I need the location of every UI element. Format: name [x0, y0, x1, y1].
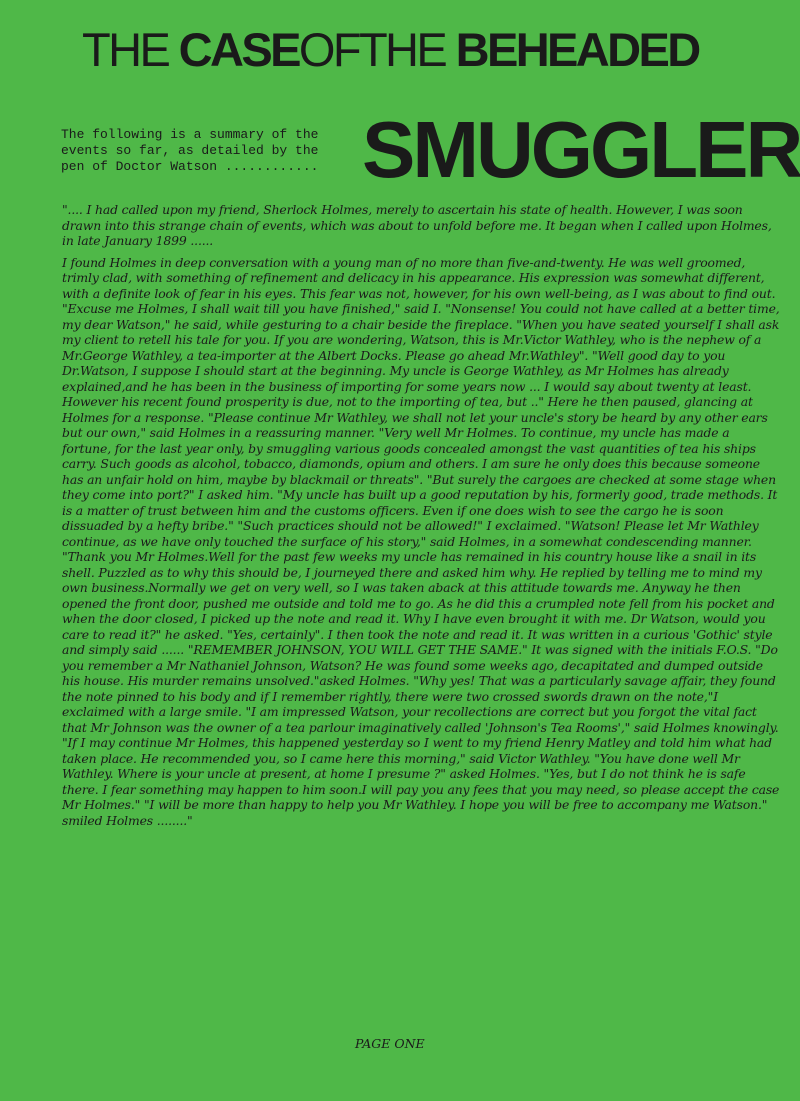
story-body: [62, 202, 780, 834]
page-title: [82, 23, 699, 76]
title-word-of-the: OFTHE: [298, 23, 456, 76]
title-smuggler: SMUGGLER: [362, 105, 800, 194]
story-paragraph-2: I found Holmes in deep conversation with a young man of no more than five-and-twenty. He was well groomed, trimly clad, with something of refinement and delicacy in his appearance. His expression was somewhat different, with a definite look of fear in his eyes. This fear was not, however, for his own well-being, as I was about to find out. "Excuse me Holmes, I shall wait till you have finished," said I. "Nonsense! You could not have called at a better time, my dear Watson," he said, while gesturing to a chair beside the fireplace. "When you have seated yourself I shall ask my client to retell his tale for you. If you are wondering, Watson, this is Mr.Victor Wathley, who is the nephew of a Mr.George Wathley, a tea-importer at the Albert Docks. Please go ahead Mr.Wathley". "Well good day to you Dr.Watson, I suppose I should start at the beginning. My uncle is George Wathley, as Mr Holmes has already explained,and he has been in the business of importing for some years now ... I would say about twenty at least. However his recent found prosperity is due, not to the importing of tea, but .." Here he then paused, glancing at Holmes for a response. "Please continue Mr Wathley, we shall not let your uncle's story be heard by any other ears but our own," said Holmes in a reassuring manner. "Very well Mr Holmes. To continue, my uncle has made a fortune, for the last year only, by smuggling various goods concealed amongst the vast quantities of tea his ships carry. Such goods as alcohol, tobacco, diamonds, opium and others. I am sure he only does this because someone has an unfair hold on him, maybe by blackmail or threats". "But surely the cargoes are checked at some stage when they come into port?" I asked him. "My uncle has built up a good reputation by his, formerly good, trade methods. It is a matter of trust between him and the customs officers. Even if one does wish to see the cargo he is soon dissuaded by a hefty bribe." "Such practices should not be allowed!" I exclaimed. "Watson! Please let Mr Wathley continue, as we have only touched the surface of his story," said Holmes, in a somewhat condescending manner. "Thank you Mr Holmes.Well for the past few weeks my uncle has remained in his country house like a snail in its shell. Puzzled as to why this should be, I journeyed there and asked him why. He replied by telling me to mind my own business.Normally we get on very well, so I was taken aback at this attitude towards me. Anyway he then opened the front door, pushed me outside and told me to go. As he did this a crumpled note fell from his pocket and when the door closed, I picked up the note and read it. Why I have even brought it with me. Dr Watson, would you care to read it?" he asked. "Yes, certainly". I then took the note and read it. It was written in a curious 'Gothic' style and simply said ...... "REMEMBER JOHNSON, YOU WILL GET THE SAME." It was signed with the initials F.O.S. "Do you remember a Mr Nathaniel Johnson, Watson? He was found some weeks ago, decapitated and dumped outside his house. His murder remains unsolved."asked Holmes. "Why yes! That was a particularly savage affair, they found the note pinned to his body and if I remember rightly, there were two crossed swords drawn on the note,"I exclaimed with a large smile. "I am impressed Watson, your recollections are correct but you forgot the vital fact that Mr Johnson was the owner of a tea parlour imaginatively called 'Johnson's Tea Rooms'," said Holmes knowingly. "If I may continue Mr Holmes, this happened yesterday so I went to my friend Henry Matley and told him what had taken place. He recommended you, so I came here this morning," said Victor Wathley. "You have done well Mr Wathley. Where is your uncle at present, at home I presume ?" asked Holmes. "Yes, but I do not think he is safe there. I fear something may happen to him soon.I will pay you any fees that you may need, so please accept the case Mr Holmes." "I will be more than happy to help you Mr Wathley. I hope you will be free to accompany me Watson." smiled Holmes ........": [62, 254, 780, 828]
title-word-the: THE: [82, 23, 179, 76]
title-word-case: CASE: [178, 23, 299, 76]
story-paragraph-1: ".... I had called upon my friend, Sherlock Holmes, merely to ascertain his state of health. However, I was soon drawn into this strange chain of events, which was about to unfold before me. It began when I called upon Holmes, in late January 1899 ......: [62, 202, 772, 248]
page-number: PAGE ONE: [355, 1036, 425, 1051]
title-word-beheaded: BEHEADED: [455, 23, 699, 76]
intro-text: The following is a summary of the events so far, as detailed by the pen of Doctor Watson ............: [61, 127, 319, 174]
